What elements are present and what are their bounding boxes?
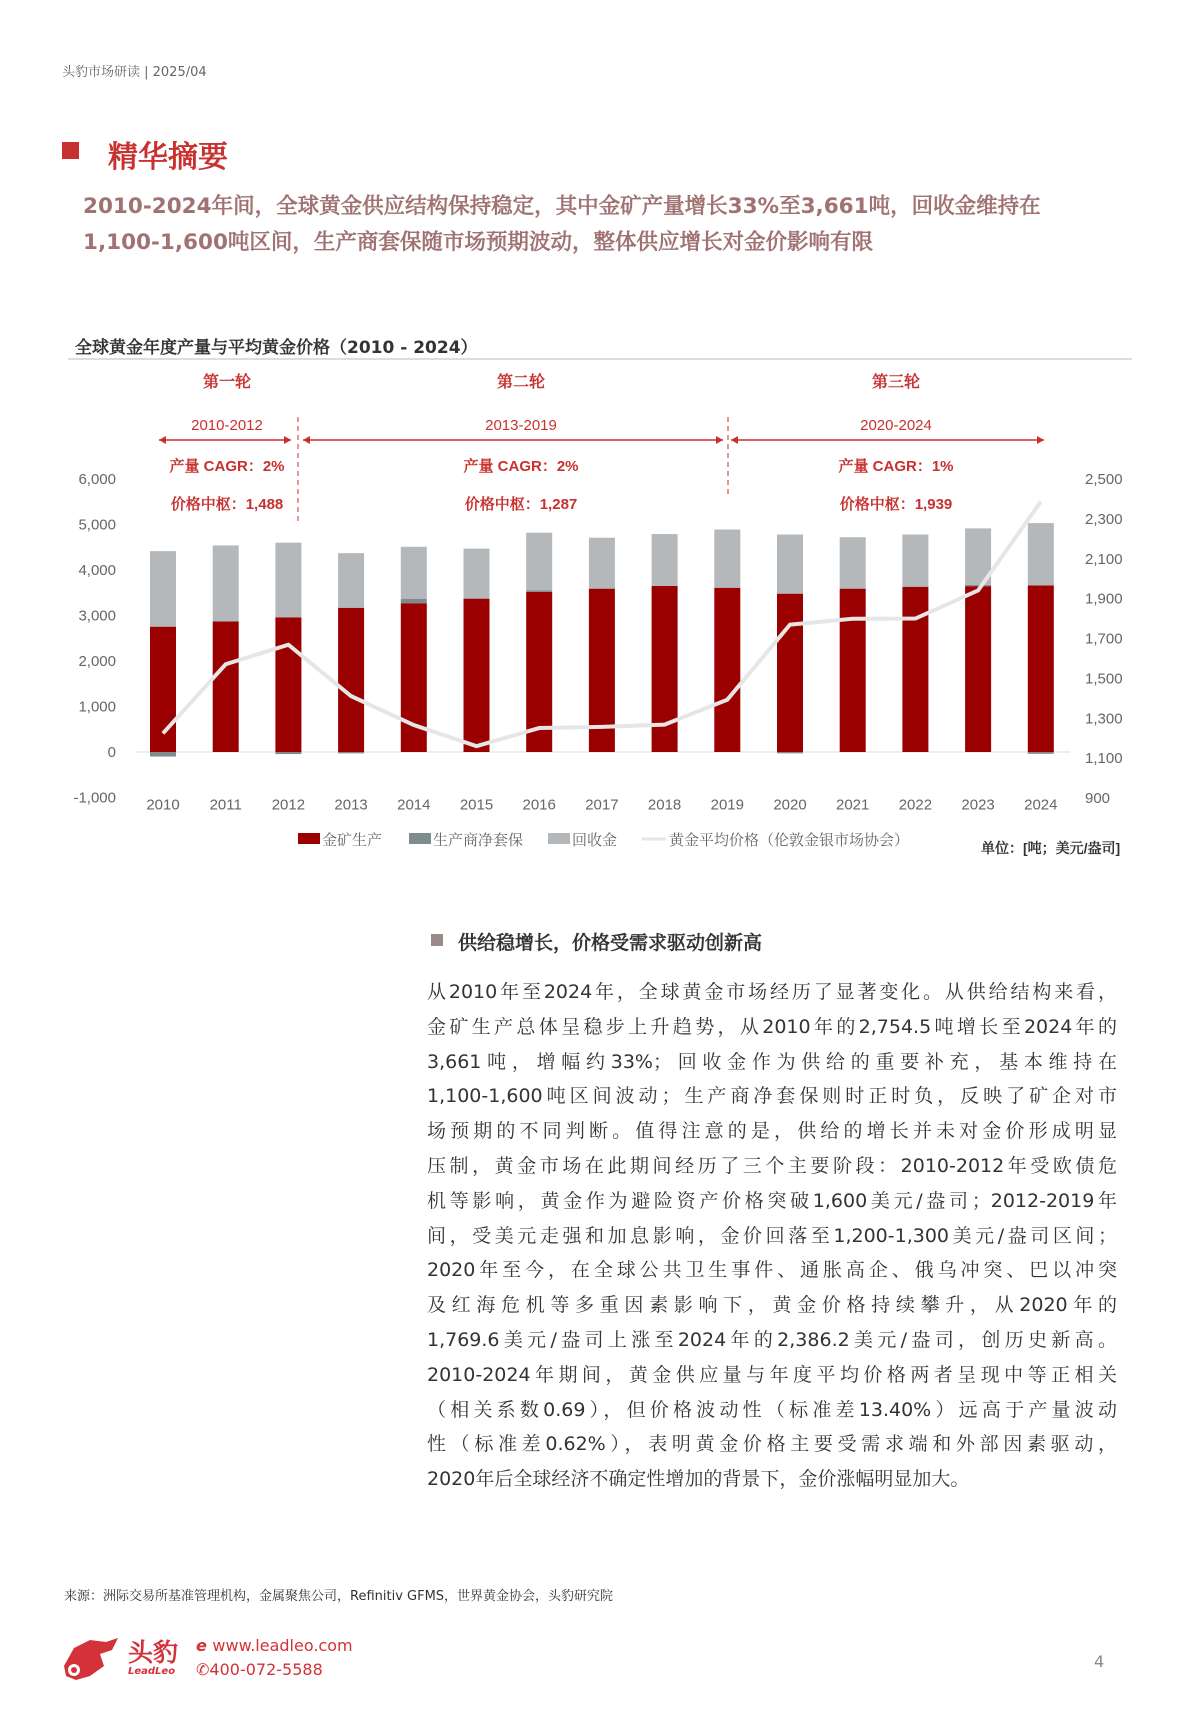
bar-recycled-gold [338,553,364,608]
bar-mine-production [213,621,239,752]
phone-text: 400-072-5588 [209,1660,323,1679]
bar-recycled-gold [526,533,552,591]
bar-mine-production [652,586,678,752]
x-tick-label: 2024 [1024,796,1058,814]
bar-producer-hedging [1028,752,1054,754]
web-icon: e [196,1636,213,1655]
y-right-tick: 1,100 [1085,750,1123,768]
y-right-tick: 2,500 [1085,471,1123,488]
y-left-tick: 2,000 [78,653,116,670]
brand-name-en: LeadLeo [128,1666,176,1677]
bar-recycled-gold [213,545,239,621]
phase-cagr: 产量 CAGR：1% [838,458,954,475]
legend-label: 黄金平均价格（伦敦金银市场协会） [669,832,910,849]
y-right-tick: 2,300 [1085,510,1123,528]
x-tick-label: 2018 [647,796,682,814]
subsection-marker [431,934,443,946]
y-left-tick: 5,000 [78,516,116,534]
x-tick-label: 2022 [898,796,933,814]
phase-period: 2020-2024 [860,417,932,434]
bar-recycled-gold [401,547,427,599]
supply-price-chart [0,370,1200,870]
x-tick-label: 2020 [773,796,807,814]
bar-producer-hedging [275,752,301,754]
bar-mine-production [275,617,301,752]
running-header: 头豹市场研读 | 2025/04 [62,65,207,80]
legend-label: 回收金 [572,832,618,849]
x-tick-label: 2010 [146,796,180,814]
bar-mine-production [840,589,866,752]
price-point [852,618,853,619]
bar-producer-hedging [965,585,991,586]
analysis-body [427,975,1117,1497]
legend-label: 金矿生产 [322,832,383,849]
price-point [978,590,979,591]
chart-title: 全球黄金年度产量与平均黄金价格（2010 - 2024） [75,338,478,358]
body-line: 金矿生产总体呈稳步上升趋势，从2010年的2,754.5吨增长至2024年的 [427,1015,1117,1038]
y-right-tick: 1,900 [1085,590,1123,608]
legend-swatch [298,833,320,844]
x-tick-label: 2019 [710,796,744,814]
chart-title-divider [68,358,1132,360]
x-tick-label: 2013 [334,796,368,814]
body-line: 及红海危机等多重因素影响下，黄金价格持续攀升，从2020年的 [427,1294,1117,1317]
bar-recycled-gold [652,534,678,586]
bar-producer-hedging [526,590,552,591]
body-line: 间，受美元走强和加息影响，金价回落至1,200-1,300美元/盎司区间； [427,1224,1117,1247]
price-point [288,644,289,645]
y-right-tick: 2,100 [1085,550,1123,568]
body-line: 1,769.6美元/盎司上涨至2024年的2,386.2美元/盎司，创历史新高。 [427,1328,1117,1351]
price-point [790,624,791,625]
legend-label: 生产商净套保 [433,832,524,849]
bar-recycled-gold [902,535,928,587]
bar-recycled-gold [150,551,176,627]
body-line: 2010-2024年期间，黄金供应量与年度平均价格两者呈现中等正相关 [427,1363,1117,1386]
phase-period: 2010-2012 [191,417,263,434]
price-point [163,733,164,734]
brand-name: 头豹 [128,1638,179,1667]
page-number: 4 [1094,1652,1105,1671]
legend-swatch [409,833,431,844]
x-tick-label: 2012 [271,796,306,814]
y-right-tick: 1,700 [1085,630,1123,648]
price-point [351,696,352,697]
page-title: 精华摘要 [108,140,228,175]
phone-number [196,1660,323,1679]
section-marker [62,142,79,159]
website-link[interactable] [196,1636,353,1655]
summary-line: 1,100-1,600吨区间，生产商套保随市场预期波动，整体供应增长对金价影响有限 [83,230,873,255]
bar-mine-production [464,599,490,752]
phase-price-center: 价格中枢：1,488 [170,496,284,513]
phase-cagr: 产量 CAGR：2% [463,458,579,475]
bar-mine-production [777,594,803,752]
bar-recycled-gold [275,543,301,618]
body-line: 2020年后全球经济不确定性增加的背景下，金价涨幅明显加大。 [427,1468,970,1491]
phase-cagr: 产量 CAGR：2% [169,458,285,475]
bar-mine-production [714,588,740,752]
phase-price-center: 价格中枢：1,287 [464,496,578,513]
x-tick-label: 2017 [585,796,619,814]
price-point [664,724,665,725]
body-line: 从2010年至2024年，全球黄金市场经历了显著变化。从供给结构来看， [427,981,1117,1003]
bar-recycled-gold [714,530,740,588]
bar-producer-hedging [401,599,427,604]
x-tick-label: 2021 [836,796,870,814]
bar-producer-hedging [150,752,176,757]
x-tick-label: 2016 [522,796,556,814]
y-left-tick: -1,000 [73,789,116,807]
price-point [413,725,414,726]
bar-mine-production [338,608,364,752]
y-right-tick: 1,500 [1085,670,1123,688]
leopard-logo-icon [60,1636,122,1682]
source-note: 来源：洲际交易所基准管理机构，金属聚焦公司，Refinitiv GFMS，世界黄金协会，头豹研究院 [64,1589,614,1604]
bar-producer-hedging [777,752,803,753]
phase-name: 第一轮 [202,374,252,391]
body-line: 性（标准差0.62%），表明黄金价格主要受需求端和外部因素驱动， [427,1433,1117,1456]
legend-swatch [548,833,570,844]
bar-recycled-gold [840,537,866,588]
unit-label: 单位：[吨；美元/盎司] [981,840,1121,856]
y-left-tick: 4,000 [78,562,116,579]
bar-producer-hedging [338,752,364,753]
bar-recycled-gold [1028,523,1054,585]
bar-recycled-gold [777,535,803,594]
price-point [1040,501,1041,502]
price-point [915,618,916,619]
phase-period: 2013-2019 [485,417,557,434]
body-line: 机等影响，黄金作为避险资产价格突破1,600美元/盎司；2012-2019年 [427,1189,1117,1212]
bar-recycled-gold [464,549,490,599]
subsection-title: 供给稳增长，价格受需求驱动创新高 [458,932,763,954]
bar-mine-production [1028,585,1054,752]
price-point [476,746,477,747]
phase-price-center: 价格中枢：1,939 [839,496,953,513]
website-text[interactable]: www.leadleo.com [212,1636,353,1655]
x-tick-label: 2014 [397,796,431,814]
price-point [727,699,728,700]
y-left-tick: 6,000 [78,471,116,488]
price-point [539,728,540,729]
price-point [225,664,226,665]
body-line: （相关系数0.69），但价格波动性（标准差13.40%）远高于产量波动 [427,1398,1117,1421]
y-right-tick: 900 [1085,790,1111,807]
phone-icon: ✆ [196,1660,210,1679]
body-line: 压制，黄金市场在此期间经历了三个主要阶段：2010-2012年受欧债危 [427,1154,1117,1177]
phase-name: 第三轮 [871,374,921,391]
y-right-tick: 1,300 [1085,710,1123,728]
body-line: 场预期的不同判断。值得注意的是，供给的增长并未对金价形成明显 [427,1120,1117,1143]
bar-mine-production [965,586,991,752]
bar-recycled-gold [589,538,615,589]
body-line: 1,100-1,600吨区间波动；生产商净套保则时正时负，反映了矿企对市 [427,1085,1117,1108]
body-line: 3,661吨，增幅约33%；回收金作为供给的重要补充，基本维持在 [427,1050,1117,1073]
body-line: 2020年至今，在全球公共卫生事件、通胀高企、俄乌冲突、巴以冲突 [427,1259,1117,1282]
x-tick-label: 2023 [961,796,995,814]
summary-line: 2010-2024年间，全球黄金供应结构保持稳定，其中金矿产量增长33%至3,661吨，回收金维持在 [83,194,1041,219]
y-left-tick: 1,000 [78,698,116,716]
bar-mine-production [902,587,928,752]
y-left-tick: 0 [107,744,116,761]
price-point [601,726,602,727]
y-left-tick: 3,000 [78,607,116,625]
x-tick-label: 2011 [209,796,242,814]
phase-name: 第二轮 [496,374,546,391]
x-tick-label: 2015 [459,796,494,814]
